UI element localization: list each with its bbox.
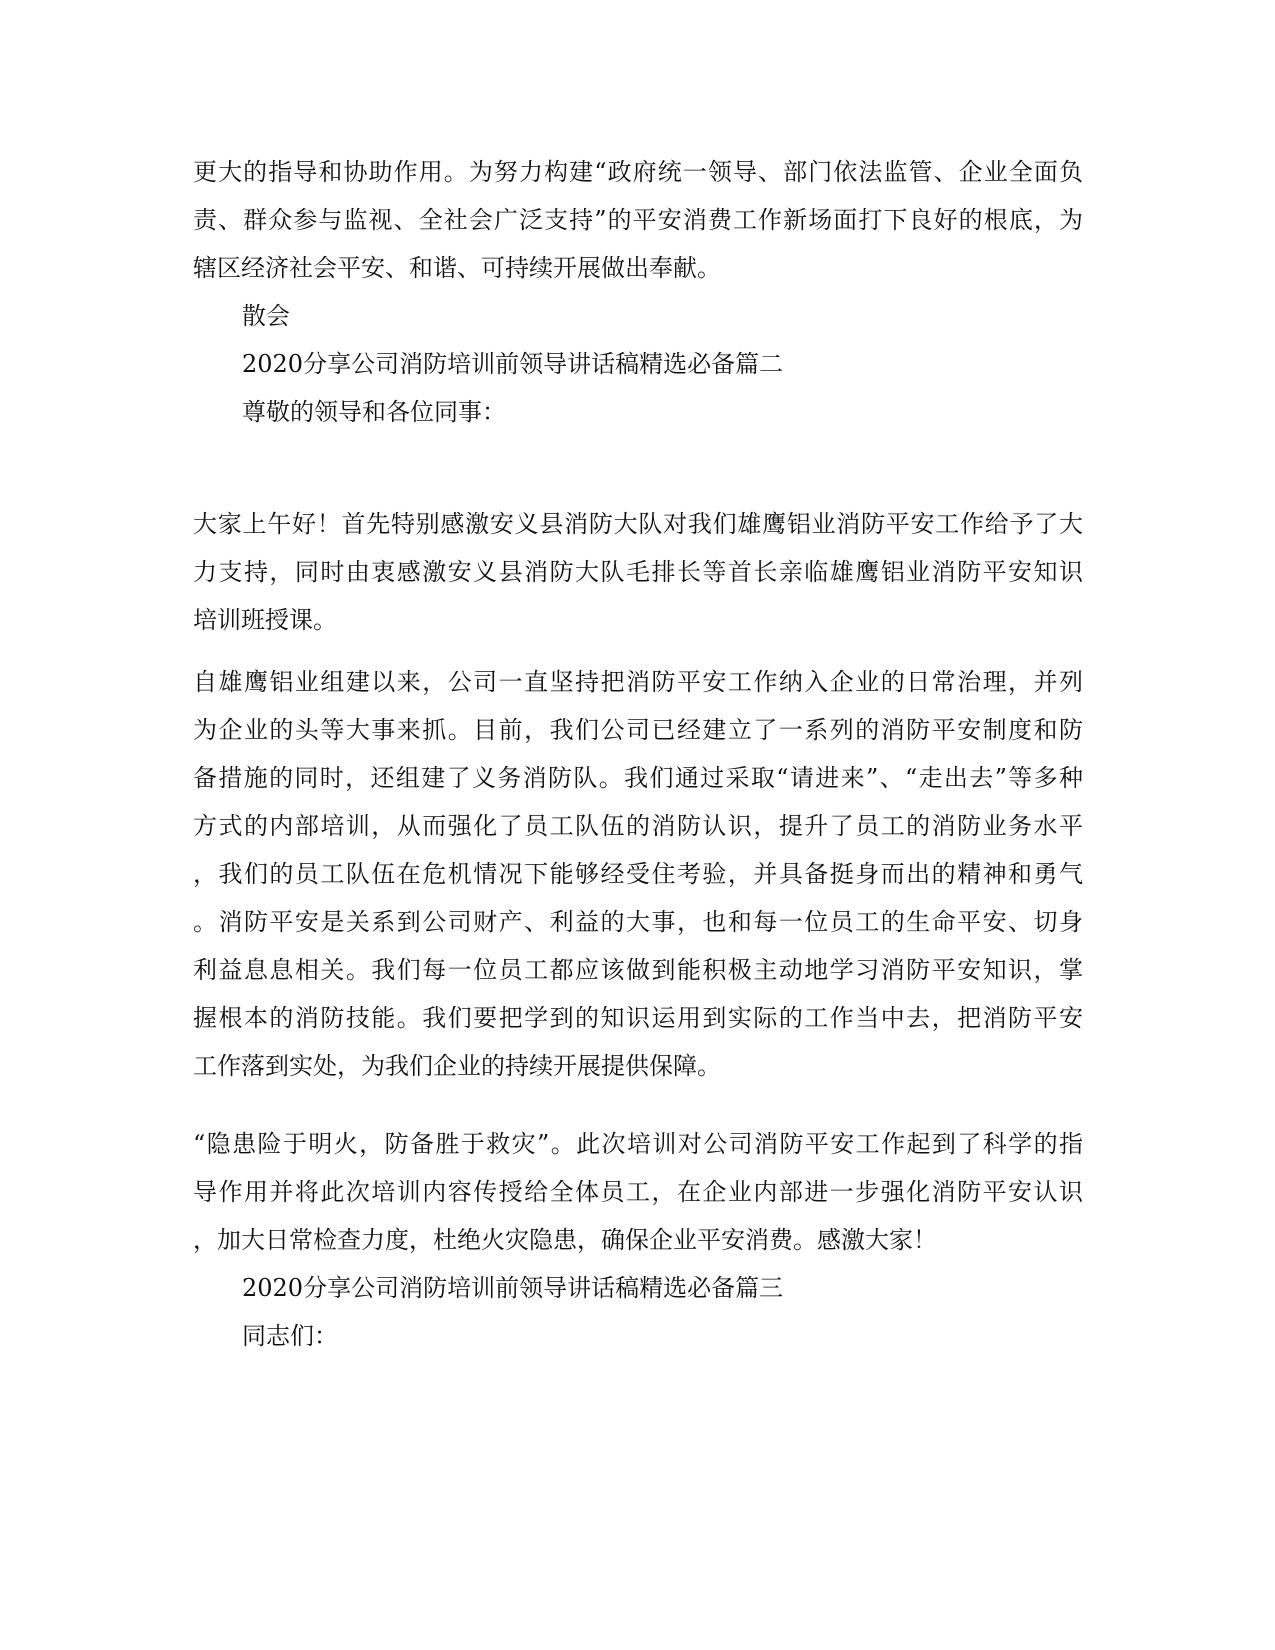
text-line: ，加大日常检查力度，杜绝火灾隐患，确保企业平安消费。感激大家！ (193, 1226, 937, 1254)
text-line: 为企业的头等大事来抓。目前，我们公司已经建立了一系列的消防平安制度和防 (193, 716, 1083, 744)
salutation-3: 同志们： (242, 1322, 338, 1350)
text-line: 责、群众参与监视、全社会广泛支持”的平安消费工作新场面打下良好的根底，为 (193, 206, 1083, 234)
text-line: 更大的指导和协助作用。为努力构建“政府统一领导、部门依法监管、企业全面负 (193, 158, 1083, 186)
text-line: 辖区经济社会平安、和谐、可持续开展做出奉献。 (193, 254, 721, 282)
section-heading-3: 2020分享公司消防培训前领导讲话稿精选必备篇三 (242, 1274, 784, 1302)
text-line: 力支持，同时由衷感激安义县消防大队毛排长等首长亲临雄鹰铝业消防平安知识 (193, 558, 1083, 586)
text-line: 自雄鹰铝业组建以来，公司一直坚持把消防平安工作纳入企业的日常治理，并列 (193, 668, 1083, 696)
text-line: 大家上午好！首先特别感激安义县消防大队对我们雄鹰铝业消防平安工作给予了大 (193, 510, 1083, 538)
text-line: 培训班授课。 (193, 606, 337, 634)
paragraph-safety-work (193, 658, 1083, 1090)
section-heading-2: 2020分享公司消防培训前领导讲话稿精选必备篇二 (242, 350, 784, 378)
paragraph-greeting (193, 500, 1083, 644)
text-line: 利益息息相关。我们每一位员工都应该做到能积极主动地学习消防平安知识，掌 (193, 956, 1083, 984)
paragraph-closing-remarks (193, 148, 1083, 436)
text-line: 握根本的消防技能。我们要把学到的知识运用到实际的工作当中去，把消防平安 (193, 1004, 1083, 1032)
closing-text: 散会 (242, 302, 290, 330)
text-line: ，我们的员工队伍在危机情况下能够经受住考验，并具备挺身而出的精神和勇气 (193, 860, 1083, 888)
text-line: 导作用并将此次培训内容传授给全体员工，在企业内部进一步强化消防平安认识 (193, 1178, 1083, 1206)
paragraph-conclusion (193, 1120, 1083, 1360)
text-line: 方式的内部培训，从而强化了员工队伍的消防认识，提升了员工的消防业务水平 (193, 812, 1083, 840)
salutation-2: 尊敬的领导和各位同事： (242, 398, 506, 426)
text-line: 工作落到实处，为我们企业的持续开展提供保障。 (193, 1052, 721, 1080)
text-line: “隐患险于明火，防备胜于救灾”。此次培训对公司消防平安工作起到了科学的指 (193, 1130, 1083, 1158)
text-line: 。消防平安是关系到公司财产、利益的大事，也和每一位员工的生命平安、切身 (193, 908, 1083, 936)
text-line: 备措施的同时，还组建了义务消防队。我们通过采取“请进来”、“走出去”等多种 (193, 764, 1083, 792)
